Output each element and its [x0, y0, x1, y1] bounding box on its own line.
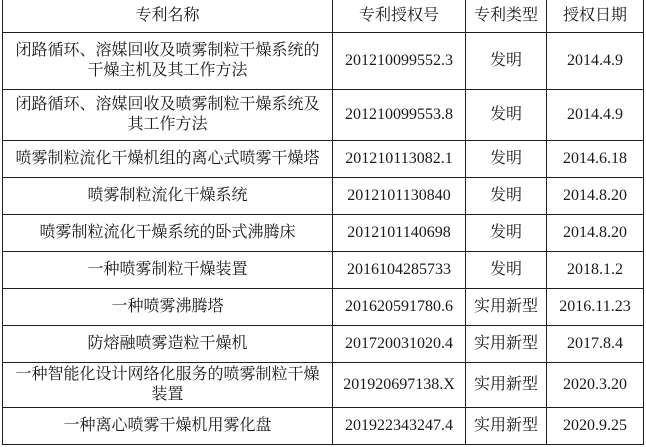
table-row [3, 215, 644, 252]
grant-date-cell: 2014.6.18 [547, 141, 644, 178]
patent-name-cell: 喷雾制粒流化干燥机组的离心式喷雾干燥塔 [3, 141, 333, 178]
patent-name-cell: 喷雾制粒流化干燥系统的卧式沸腾床 [3, 215, 333, 252]
grant-date-cell: 2016.11.23 [547, 289, 644, 326]
header-patent-number: 专利授权号 [333, 0, 466, 33]
patent-type-cell: 发明 [466, 178, 547, 215]
table-body [3, 33, 644, 445]
table-row [3, 178, 644, 215]
patent-type-cell: 发明 [466, 33, 547, 90]
grant-date-cell: 2018.1.2 [547, 252, 644, 289]
table-header [3, 0, 644, 33]
patent-name-cell: 喷雾制粒流化干燥系统 [3, 178, 333, 215]
patent-type-cell: 实用新型 [466, 289, 547, 326]
patent-type-cell: 实用新型 [466, 363, 547, 408]
patent-name-cell: 一种喷雾沸腾塔 [3, 289, 333, 326]
patent-name-cell: 防熔融喷雾造粒干燥机 [3, 326, 333, 363]
patent-name-cell: 闭路循环、溶媒回收及喷雾制粒干燥系统及其工作方法 [3, 90, 333, 141]
grant-date-cell: 2020.3.20 [547, 363, 644, 408]
patent-number-cell: 201210099552.3 [333, 33, 466, 90]
patent-number-cell: 201620591780.6 [333, 289, 466, 326]
patent-number-cell: 2012101140698 [333, 215, 466, 252]
patent-name-cell: 闭路循环、溶媒回收及喷雾制粒干燥系统的干燥主机及其工作方法 [3, 33, 333, 90]
header-patent-type: 专利类型 [466, 0, 547, 33]
patent-type-cell: 发明 [466, 141, 547, 178]
patent-type-cell: 发明 [466, 252, 547, 289]
table-row [3, 90, 644, 141]
patent-type-cell: 发明 [466, 90, 547, 141]
grant-date-cell: 2014.4.9 [547, 90, 644, 141]
patent-number-cell: 2012101130840 [333, 178, 466, 215]
patent-number-cell: 201210099553.8 [333, 90, 466, 141]
patent-type-cell: 发明 [466, 215, 547, 252]
patent-number-cell: 201210113082.1 [333, 141, 466, 178]
patent-table [2, 0, 644, 445]
grant-date-cell: 2017.8.4 [547, 326, 644, 363]
patent-number-cell: 201720031020.4 [333, 326, 466, 363]
patent-number-cell: 201920697138.X [333, 363, 466, 408]
grant-date-cell: 2014.8.20 [547, 215, 644, 252]
grant-date-cell: 2020.9.25 [547, 408, 644, 445]
table-row [3, 289, 644, 326]
table-row [3, 252, 644, 289]
table-row [3, 408, 644, 445]
table-row [3, 326, 644, 363]
header-patent-name: 专利名称 [3, 0, 333, 33]
grant-date-cell: 2014.4.9 [547, 33, 644, 90]
patent-number-cell: 2016104285733 [333, 252, 466, 289]
table-row [3, 363, 644, 408]
grant-date-cell: 2014.8.20 [547, 178, 644, 215]
patent-type-cell: 实用新型 [466, 408, 547, 445]
table-row [3, 33, 644, 90]
header-row [3, 0, 644, 33]
table-row [3, 141, 644, 178]
patent-name-cell: 一种离心喷雾干燥机用雾化盘 [3, 408, 333, 445]
patent-number-cell: 201922343247.4 [333, 408, 466, 445]
header-grant-date: 授权日期 [547, 0, 644, 33]
patent-type-cell: 实用新型 [466, 326, 547, 363]
patent-name-cell: 一种喷雾制粒干燥装置 [3, 252, 333, 289]
patent-name-cell: 一种智能化设计网络化服务的喷雾制粒干燥装置 [3, 363, 333, 408]
